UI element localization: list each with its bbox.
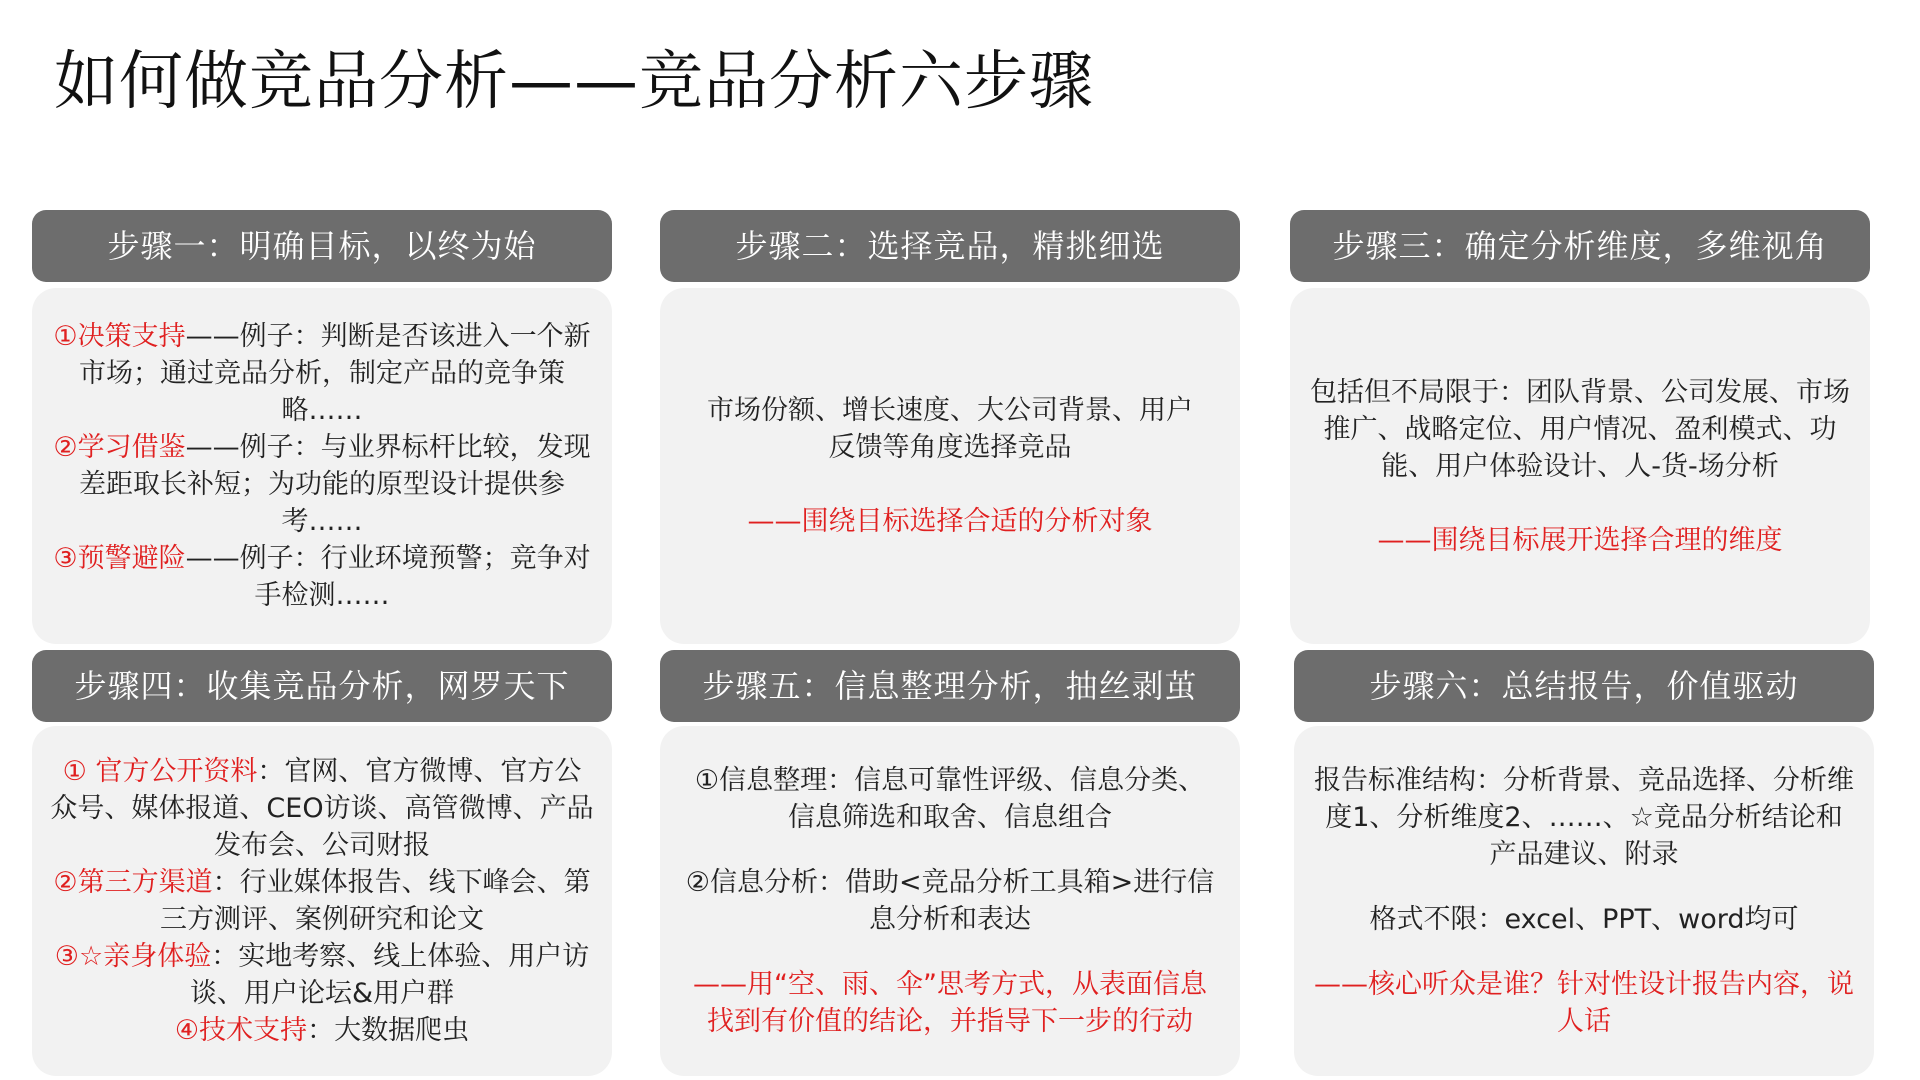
item-highlight: ①决策支持 (53, 321, 186, 352)
spacer (1312, 873, 1856, 901)
step-3-header: 步骤三：确定分析维度，多维视角 (1290, 210, 1870, 282)
step-6-para-1: 报告标准结构：分析背景、竞品选择、分析维度1、分析维度2、……、☆竞品分析结论和产品建议、附录 (1314, 765, 1854, 870)
step-5-header: 步骤五：信息整理分析，抽丝剥茧 (660, 650, 1240, 722)
step-1-header: 步骤一：明确目标，以终为始 (32, 210, 612, 282)
spacer (682, 938, 1218, 966)
spacer (1308, 485, 1852, 522)
step-4-header: 步骤四：收集竞品分析，网罗天下 (32, 650, 612, 722)
step-3-text: 包括但不局限于：团队背景、公司发展、市场推广、战略定位、用户情况、盈利模式、功能、用户体验设计、人-货-场分析 (1310, 376, 1850, 482)
spacer (696, 466, 1204, 503)
step-5-conclusion: ——用“空、雨、伞”思考方式，从表面信息找到有价值的结论，并指导下一步的行动 (693, 969, 1207, 1037)
step-4-item-1 (50, 753, 594, 864)
item-highlight: ③☆亲身体验 (54, 941, 212, 972)
step-2-text: 市场份额、增长速度、大公司背景、用户反馈等角度选择竞品 (707, 395, 1193, 463)
step-3-conclusion: ——围绕目标展开选择合理的维度 (1377, 524, 1783, 556)
step-2-header: 步骤二：选择竞品，精挑细选 (660, 210, 1240, 282)
step-1-item-3 (50, 540, 594, 614)
item-text: ：实地考察、线上体验、用户访谈、用户论坛&用户群 (189, 941, 590, 1009)
step-6-conclusion: ——核心听众是谁？针对性设计报告内容，说人话 (1314, 969, 1854, 1037)
step-4-body (32, 726, 612, 1076)
step-2-body (660, 288, 1240, 644)
step-4-item-2 (50, 864, 594, 938)
item-text: ——例子：行业环境预警；竞争对手检测…… (185, 543, 591, 611)
step-5-para-1: ①信息整理：信息可靠性评级、信息分类、信息筛选和取舍、信息组合 (694, 765, 1206, 833)
item-highlight: ②学习借鉴 (53, 432, 186, 463)
step-6-body (1294, 726, 1874, 1076)
step-1-item-1 (50, 318, 594, 429)
spacer (682, 836, 1218, 864)
item-highlight: ②第三方渠道 (53, 867, 213, 898)
item-text: ：官网、官方微博、官方公众号、媒体报道、CEO访谈、高管微博、产品发布会、公司财报 (50, 756, 594, 861)
page-title: 如何做竞品分析——竞品分析六步骤 (54, 45, 1094, 119)
spacer (1312, 938, 1856, 966)
item-text: ——例子：判断是否该进入一个新市场；通过竞品分析，制定产品的竞争策略…… (79, 321, 591, 426)
item-highlight: ① 官方公开资料 (62, 756, 258, 787)
step-1-body (32, 288, 612, 644)
step-6-header: 步骤六：总结报告，价值驱动 (1294, 650, 1874, 722)
step-5-para-2: ②信息分析：借助<竞品分析工具箱>进行信息分析和表达 (685, 867, 1215, 935)
item-text: ——例子：与业界标杆比较，发现差距取长补短；为功能的原型设计提供参考…… (79, 432, 591, 537)
item-text: ：大数据爬虫 (307, 1015, 470, 1046)
step-1-item-2 (50, 429, 594, 540)
item-highlight: ④技术支持 (174, 1015, 308, 1046)
step-6-para-2: 格式不限：excel、PPT、word均可 (1369, 904, 1799, 935)
step-4-item-3 (50, 938, 594, 1012)
step-3-body (1290, 288, 1870, 644)
step-5-body (660, 726, 1240, 1076)
step-2-conclusion: ——围绕目标选择合适的分析对象 (747, 506, 1153, 537)
step-4-item-4 (50, 1012, 594, 1049)
item-highlight: ③预警避险 (53, 543, 186, 574)
item-text: ：行业媒体报告、线下峰会、第三方测评、案例研究和论文 (160, 867, 591, 935)
